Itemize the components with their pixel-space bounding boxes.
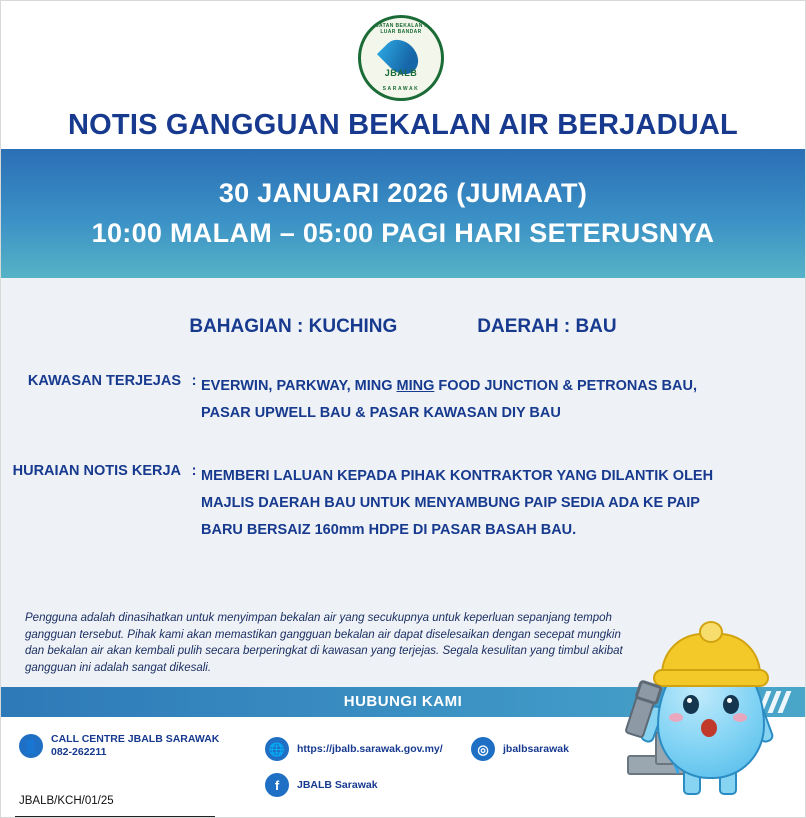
disclaimer-text: Pengguna adalah dinasihatkan untuk menyimpan bekalan air yang secukupnya untuk keperluan sepanjang tempoh gangguan tersebut. Pihak kami akan memastikan gangguan bekalan air dapat diselesaikan dengan secepat mungkin dan bekalan air akan kembali pulih secara berperingkat di kawasan yang terjejas. Segala kesulitan yang timbul akibat gangguan ini adalah sangat dikesali. [25, 612, 623, 675]
work-description-value [201, 463, 799, 543]
work-description-line-3: BARU BERSAIZ 160mm HDPE DI PASAR BASAH BAU. [201, 521, 577, 538]
affected-areas-line-1-post: FOOD JUNCTION & PETRONAS BAU, [434, 378, 697, 394]
mascot-left-eye [683, 695, 699, 714]
reference-number: JBALB/KCH/01/25 [19, 795, 114, 807]
helmet-knob [699, 621, 723, 643]
contact-instagram[interactable] [471, 737, 569, 761]
page-title: NOTIS GANGGUAN BEKALAN AIR BERJADUAL [68, 109, 738, 141]
division-label: BAHAGIAN : KUCHING [189, 316, 398, 337]
person-icon: 👤 [19, 734, 43, 758]
notice-time: 10:00 MALAM – 05:00 PAGI HARI SETERUSNYA [91, 218, 715, 248]
affected-areas-value [201, 373, 799, 427]
contact-call-centre[interactable] [19, 733, 219, 759]
affected-areas-line-1-pre: EVERWIN, PARKWAY, MING [201, 378, 397, 394]
call-centre-name: CALL CENTRE JBALB SARAWAK [51, 733, 220, 745]
call-centre-phone: 082-262211 [51, 746, 107, 759]
work-description-line-1: MEMBERI LALUAN KEPADA PIHAK KONTRAKTOR YANG DILANTIK OLEH [201, 468, 714, 484]
mascot-mouth [701, 719, 717, 737]
mascot-illustration [627, 609, 787, 809]
facebook-icon: f [265, 773, 289, 797]
contact-facebook[interactable] [265, 773, 378, 797]
website-url[interactable]: https://jbalb.sarawak.gov.my/ [297, 743, 443, 755]
affected-areas-label: KAWASAN TERJEJAS [27, 373, 181, 389]
work-description-field [9, 463, 799, 543]
affected-areas-line-2: PASAR UPWELL BAU & PASAR KAWASAN DIY BAU [201, 404, 561, 421]
logo-circle [358, 15, 444, 101]
contact-website[interactable] [265, 737, 443, 761]
date-time-band [1, 149, 805, 278]
affected-areas-line-1 [201, 373, 799, 400]
jbalb-logo [358, 15, 448, 105]
mascot-right-eye [723, 695, 739, 714]
district-label: DAERAH : BAU [477, 316, 617, 337]
mascot-right-cheek [733, 713, 747, 722]
region-row [1, 316, 805, 338]
helmet-brim [653, 669, 769, 687]
instagram-icon: ◎ [471, 737, 495, 761]
affected-areas-field [9, 373, 799, 427]
globe-icon: 🌐 [265, 737, 289, 761]
logo-arc-bottom-text: SARAWAK [382, 86, 420, 92]
work-description-label: HURAIAN NOTIS KERJA [12, 463, 181, 479]
logo-inner-text: JBALB [384, 68, 418, 78]
notice-date: 30 JANUARI 2026 (JUMAAT) [218, 178, 588, 208]
mascot-left-cheek [669, 713, 683, 722]
instagram-handle[interactable]: jbalbsarawak [503, 743, 569, 755]
footer-divider [15, 816, 215, 817]
contact-band-title: HUBUNGI KAMI [343, 693, 463, 710]
logo-arc-top-text: JABATAN BEKALAN AIR LUAR BANDAR [367, 23, 435, 35]
facebook-handle[interactable]: JBALB Sarawak [297, 779, 378, 791]
call-centre-text [51, 733, 219, 759]
affected-areas-colon: : [191, 373, 197, 389]
affected-areas-line-1-underline: MING [396, 378, 435, 394]
work-description-colon: : [191, 463, 197, 479]
work-description-line-2: MAJLIS DAERAH BAU UNTUK MENYAMBUNG PAIP SEDIA ADA KE PAIP [201, 494, 700, 511]
